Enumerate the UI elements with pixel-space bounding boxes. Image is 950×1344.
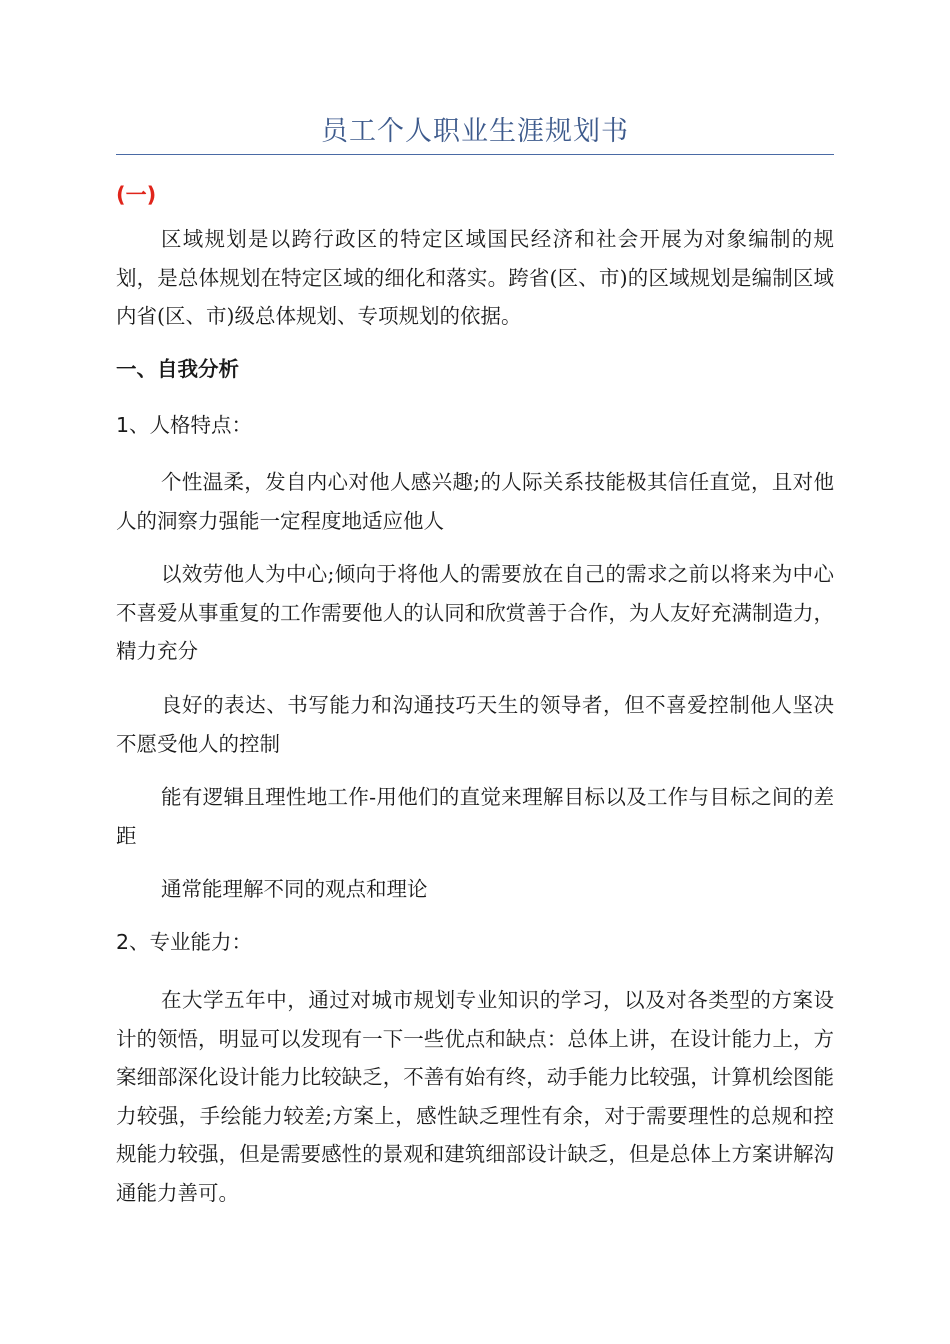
paragraph-personality-5: 通常能理解不同的观点和理论 [161,877,428,901]
paragraph-personality-2: 以效劳他人为中心;倾向于将他人的需要放在自己的需求之前以将来为中心不喜爱从事重复的工作需要他人的认同和欣赏善于合作，为人友好充满制造力，精力充分 [116,562,834,663]
subheading-personality: 1、人格特点： [116,413,253,437]
paragraph-personality-3: 良好的表达、书写能力和沟通技巧天生的领导者，但不喜爱控制他人坚决不愿受他人的控制 [116,693,834,756]
subheading-professional: 2、专业能力： [116,930,253,954]
section-marker: (一) [116,183,157,207]
paragraph-personality-4: 能有逻辑且理性地工作-用他们的直觉来理解目标以及工作与目标之间的差距 [116,785,834,848]
paragraph-professional: 在大学五年中，通过对城市规划专业知识的学习，以及对各类型的方案设计的领悟，明显可以发现有一下一些优点和缺点：总体上讲，在设计能力上，方案细部深化设计能力比较缺乏，不善有始有终，动手能力比较强，计算机绘图能力较强，手绘能力较差;方案上，感性缺乏理性有余，对于需要理性的总规和控规能力较强，但是需要感性的景观和建筑细部设计缺乏，但是总体上方案讲解沟通能力善可。 [116,988,834,1205]
intro-paragraph: 区域规划是以跨行政区的特定区域国民经济和社会开展为对象编制的规划，是总体规划在特定区域的细化和落实。跨省(区、市)的区域规划是编制区域内省(区、市)级总体规划、专项规划的依据。 [116,227,834,328]
title-underline [116,154,834,155]
paragraph-personality-1: 个性温柔，发自内心对他人感兴趣;的人际关系技能极其信任直觉，且对他人的洞察力强能一定程度地适应他人 [116,470,834,533]
section-heading-self-analysis: 一、自我分析 [116,357,239,381]
page-title: 员工个人职业生涯规划书 [321,116,629,147]
